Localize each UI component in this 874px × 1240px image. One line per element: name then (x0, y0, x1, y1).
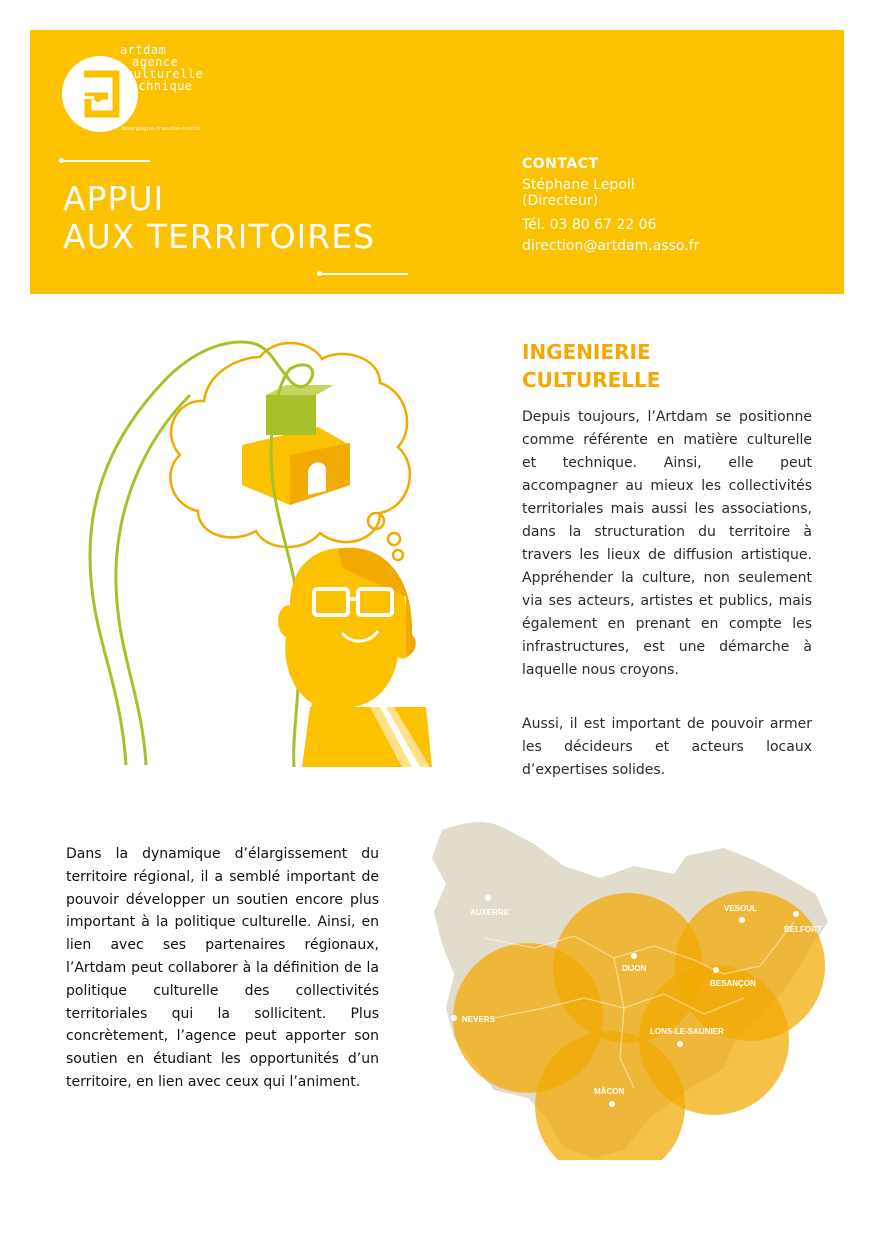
label-vesoul: VESOUL (724, 904, 757, 913)
contact-phone: Tél. 03 80 67 22 06 (522, 217, 657, 233)
woman-thinking-illustration (80, 335, 440, 767)
logo-word-1: artdam (120, 43, 167, 57)
thought-dot-medium (388, 533, 400, 545)
section1-paragraph-2: Aussi, il est important de pouvoir armer les décideurs et acteurs locaux d’expertises solides. (522, 716, 812, 778)
section-title-ingenierie (522, 338, 660, 394)
contact-email[interactable]: direction@artdam.asso.fr (522, 238, 700, 254)
decorative-rule-top (62, 160, 150, 162)
section-title-line1: INGENIERIE (522, 340, 651, 364)
label-dijon: DIJON (622, 964, 647, 973)
logo-wordmark (120, 44, 203, 92)
contact-block (522, 154, 699, 257)
region-map (424, 818, 836, 1160)
dot-vesoul (739, 917, 745, 923)
label-besancon: BESANÇON (710, 979, 756, 988)
contact-heading: CONTACT (522, 156, 599, 172)
dot-besancon (713, 967, 719, 973)
dot-macon (609, 1101, 615, 1107)
dot-auxerre (485, 895, 491, 901)
label-belfort: BELFORT (784, 925, 822, 934)
label-macon: MÂCON (594, 1087, 625, 1096)
contact-role: (Directeur) (522, 193, 599, 209)
label-lons: LONS-LE-SAUNIER (650, 1027, 724, 1036)
dot-dijon (631, 953, 637, 959)
page-title-line1: APPUI (63, 179, 165, 218)
section1-paragraph-1: Depuis toujours, l’Artdam se positionne comme référente en matière culturelle et technique. Ainsi, elle peut accompagner au mieux les collectivités territoriales mais aussi les associations, dans la structuration du territoire à travers les lieux de diffusion artistique. Appréhender la culture, non seulement via ses acteurs, artistes et publics, mais également en prenant en compte les infrastructures, est une démarche à laquelle nous croyons. (522, 409, 812, 678)
decorative-rule-bottom (320, 273, 408, 275)
section-title-line2: CULTURELLE (522, 368, 661, 392)
dot-belfort (793, 911, 799, 917)
dot-lons (677, 1041, 683, 1047)
contact-name: Stéphane Lepoil (522, 177, 635, 193)
logo-word-3: culturelle (126, 67, 204, 81)
logo-word-4: technique (123, 79, 193, 93)
section2-paragraph: Dans la dynamique d’élargissement du territoire régional, il a semblé important de pouvoir développer un soutien encore plus important à la politique culturelle. Ainsi, en lien avec ses partenaires régionaux, l’Artdam peut collaborer à la définition de la politique culturelle des collectivités territoriales qui la sollicitent. Plus concrètement, l’agence peut apporter son soutien en étudiant les opportunités d’un territoire, en lien avec ceux qui l’animent. (66, 846, 379, 1090)
dot-nevers (451, 1015, 457, 1021)
label-nevers: NEVERS (462, 1015, 495, 1024)
label-auxerre: AUXERRE (470, 908, 510, 917)
page-title (63, 180, 375, 256)
thought-dot-small (393, 550, 403, 560)
page-title-line2: AUX TERRITOIRES (63, 217, 376, 256)
logo-subtitle: bourgogne-franche-comté (122, 126, 201, 132)
header-banner (30, 30, 844, 294)
logo-word-2: agence (132, 55, 179, 69)
